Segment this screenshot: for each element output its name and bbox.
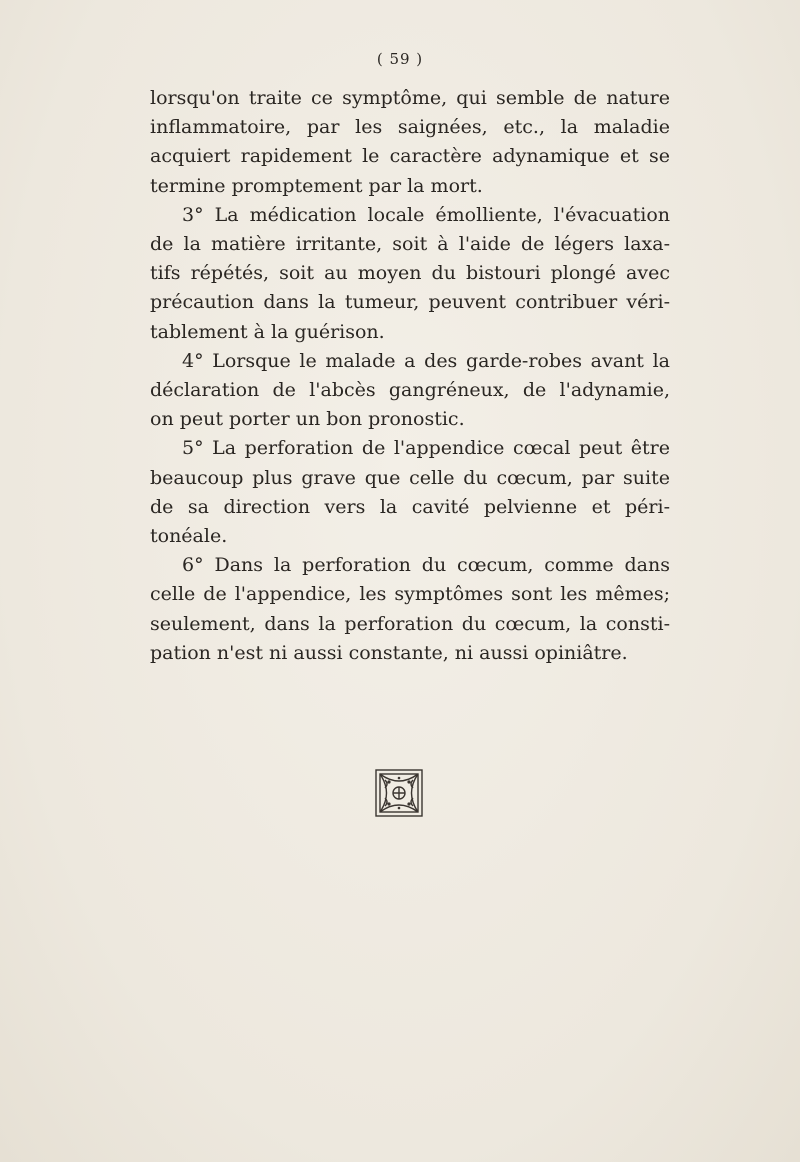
text-line: inflammatoire, par les saignées, etc., la maladie xyxy=(150,116,670,139)
text-line: tablement à la guérison. xyxy=(150,320,385,343)
text-line: termine promptement par la mort. xyxy=(150,174,483,197)
printer-ornament-icon xyxy=(373,768,425,818)
paragraph-3 xyxy=(150,347,670,435)
text-line: de la matière irritante, soit à l'aide de légers laxa- xyxy=(150,233,670,256)
text-line: on peut porter un bon pronostic. xyxy=(150,408,465,431)
page-number: ( 59 ) xyxy=(376,50,424,68)
text-line: tifs répétés, soit au moyen du bistouri plongé avec xyxy=(150,262,670,285)
text-line: pation n'est ni aussi constante, ni aussi opiniâtre. xyxy=(150,641,628,664)
text-line: seulement, dans la perforation du cœcum, la consti- xyxy=(150,612,670,635)
paragraph-1 xyxy=(150,84,670,201)
text-line: lorsqu'on traite ce symptôme, qui semble de nature xyxy=(150,87,670,109)
text-line: déclaration de l'abcès gangréneux, de l'adynamie, xyxy=(150,379,670,402)
paragraph-5 xyxy=(150,551,670,668)
text-line: 6° Dans la perforation du cœcum, comme dans xyxy=(182,554,670,577)
text-line: tonéale. xyxy=(150,525,228,548)
text-line: 3° La médication locale émolliente, l'évacuation xyxy=(182,203,670,226)
text-line: beaucoup plus grave que celle du cœcum, par suite xyxy=(150,466,670,489)
paragraph-4 xyxy=(150,434,670,551)
text-line: de sa direction vers la cavité pelvienne et péri- xyxy=(150,495,670,518)
text-line: celle de l'appendice, les symptômes sont les mêmes; xyxy=(150,583,670,606)
text-line: acquiert rapidement le caractère adynamique et se xyxy=(150,145,670,168)
paragraph-2 xyxy=(150,201,670,347)
body-text xyxy=(150,84,670,668)
text-line: précaution dans la tumeur, peuvent contribuer véri- xyxy=(150,291,670,314)
text-line: 5° La perforation de l'appendice cœcal peut être xyxy=(182,437,670,460)
text-line: 4° Lorsque le malade a des garde-robes avant la xyxy=(182,349,670,372)
